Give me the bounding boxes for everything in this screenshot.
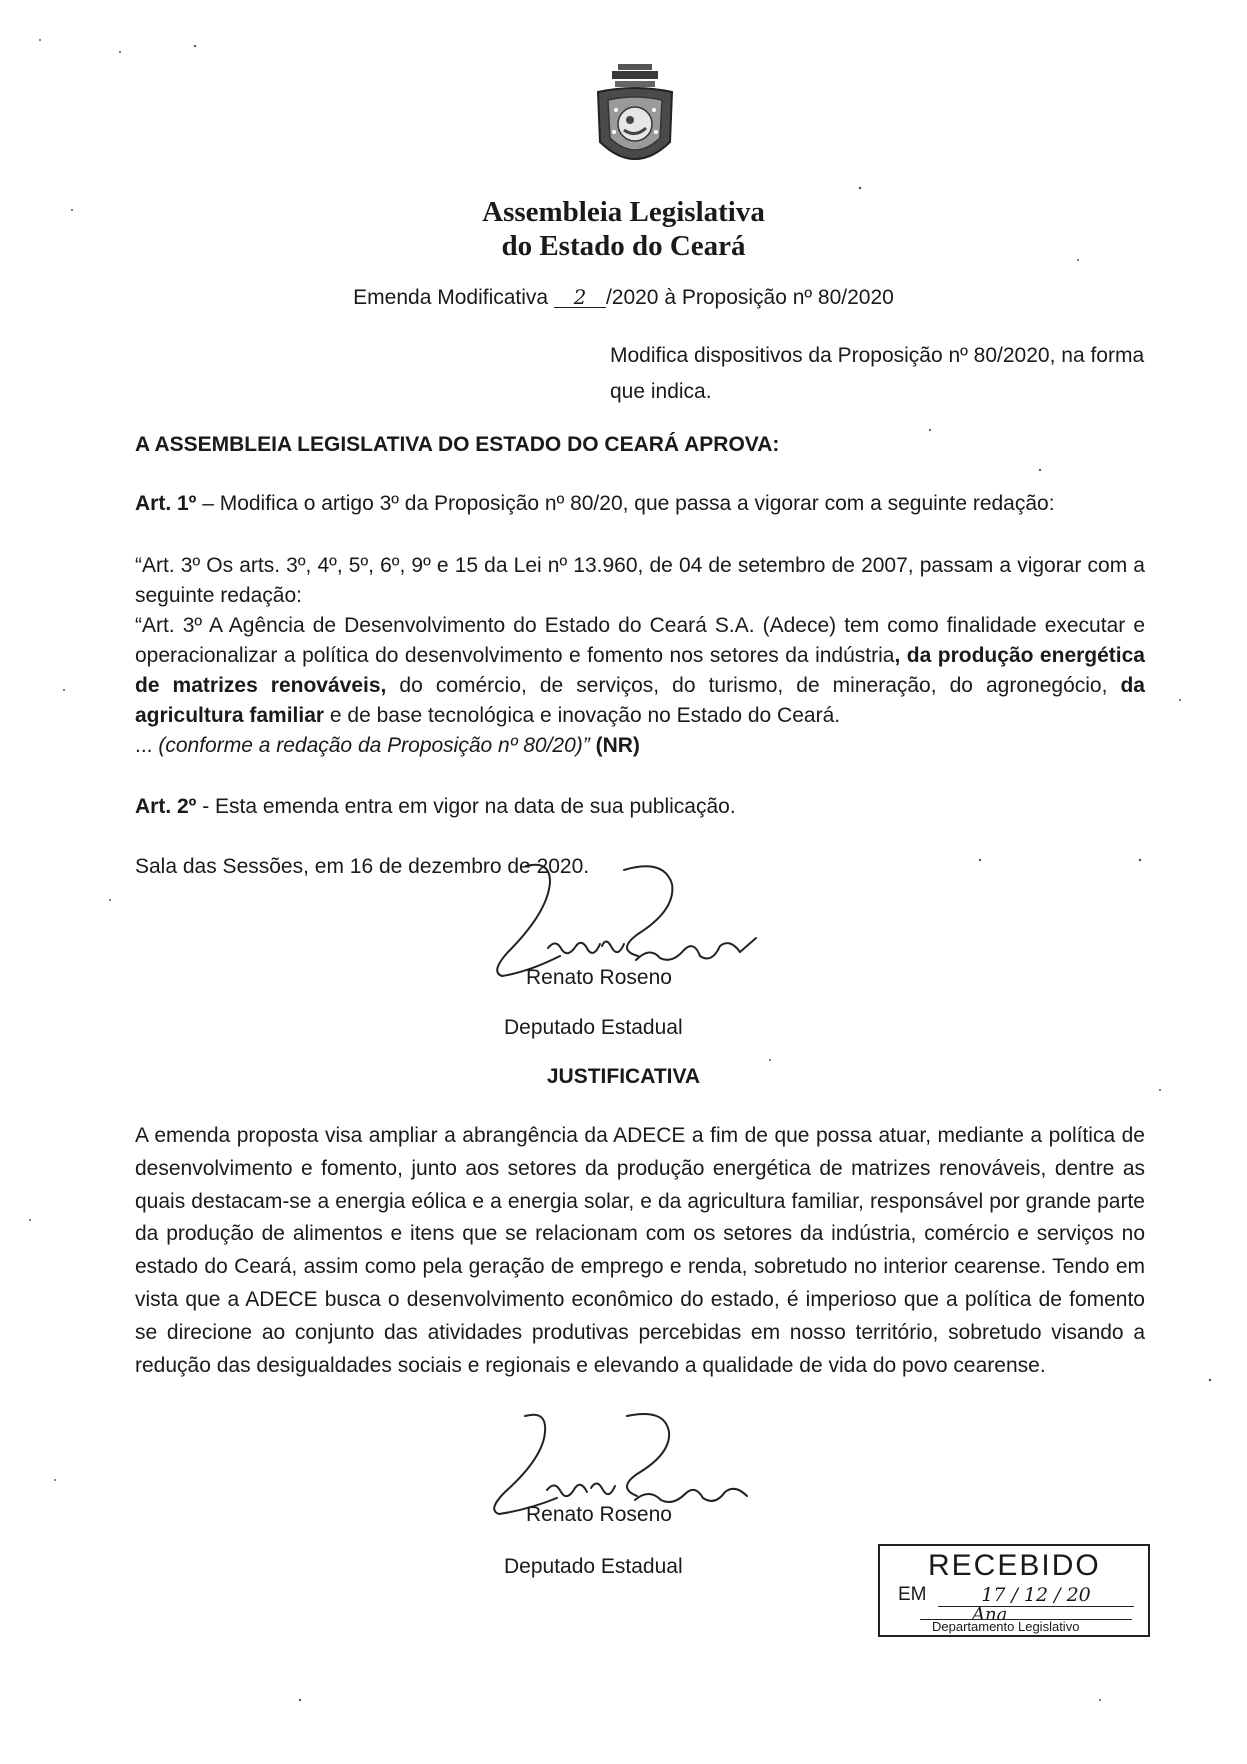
quote-art3-part-c: do comércio, de serviços, do turismo, de mineração, do agronegócio, xyxy=(386,674,1121,697)
quote-art3-part-a: “Art. 3º A Agência de Desenvolvimento do Estado do Ceará S.A. (Adece) tem como finalidade executar e operacionalizar a política do desenvolvimento e fomento nos setores da indústria xyxy=(135,614,1145,667)
signatory-name-2: Renato Roseno xyxy=(526,1503,672,1526)
received-stamp xyxy=(878,1544,1150,1637)
signatory-name-1: Renato Roseno xyxy=(526,966,672,989)
quote-art3-part-e: e de base tecnológica e inovação no Estado do Ceará. xyxy=(324,704,841,727)
article-2 xyxy=(135,795,1145,819)
stamp-date-handwritten: 17 / 12 / 20 xyxy=(938,1584,1134,1607)
emenda-prefix: Emenda Modificativa xyxy=(353,286,554,309)
quote-art3-bold-agriculture: da agricultura familiar xyxy=(135,674,1145,727)
quote-conforme xyxy=(135,731,1145,761)
institution-name-line1: Assembleia Legislativa xyxy=(482,196,765,228)
justificativa-heading: JUSTIFICATIVA xyxy=(546,1065,701,1088)
state-coat-of-arms-emblem xyxy=(590,62,680,180)
signatory-role-2: Deputado Estadual xyxy=(504,1555,683,1578)
quote-intro: “Art. 3º Os arts. 3º, 4º, 5º, 6º, 9º e 15 da Lei nº 13.960, de 04 de setembro de 2007, passam a vigorar com a seguinte redação: xyxy=(135,554,1145,607)
emenda-title xyxy=(0,286,1247,310)
quote-nr-marker: (NR) xyxy=(589,734,640,757)
justificativa-text: A emenda proposta visa ampliar a abrangência da ADECE a fim de que possa atuar, mediante a política de desenvolvimento e fomento, junto aos setores da produção energética de matrizes renováveis, dentre as quais destacam-se a energia eólica e a energia solar, e da agricultura familiar, responsável por grande parte da produção de alimentos e itens que se relacionam com os setores da indústria, comércio e serviços no estado do Ceará, assim como pela geração de emprego e renda, sobretudo no interior cearense. Tendo em vista que a ADECE busca o desenvolvimento econômico do estado, é imperioso que a política de fomento se direcione ao conjunto das atividades produtivas percebidas em nosso território, sobretudo visando a redução das desigualdades sociais e regionais e elevando a qualidade de vida do povo cearense. xyxy=(135,1124,1145,1377)
article-1-text: – Modifica o artigo 3º da Proposição nº 80/20, que passa a vigorar com a seguinte redação: xyxy=(196,492,1055,515)
article-1-label: Art. 1º xyxy=(135,492,197,515)
article-1 xyxy=(135,492,1145,516)
quote-art3-bold-renewables: , da produção energética de matrizes renováveis, xyxy=(135,644,1145,697)
stamp-em-label: EM xyxy=(898,1584,927,1605)
emenda-suffix: /2020 à Proposição nº 80/2020 xyxy=(605,286,894,309)
stamp-title: RECEBIDO xyxy=(928,1549,1101,1582)
quote-ellipsis: ... xyxy=(135,734,159,757)
article-2-text: - Esta emenda entra em vigor na data de sua publicação. xyxy=(196,795,736,818)
article-2-label: Art. 2º xyxy=(135,795,197,818)
ementa-text: Modifica dispositivos da Proposição nº 80/2020, na forma que indica. xyxy=(610,344,1145,403)
emenda-number-handwritten: 2 xyxy=(554,287,606,308)
session-date-line: Sala das Sessões, em 16 de dezembro de 2020. xyxy=(135,855,590,878)
stamp-initials-handwritten: Ana xyxy=(972,1604,1008,1625)
quote-art3 xyxy=(135,611,1145,731)
quote-conforme-italic: (conforme a redação da Proposição nº 80/20)” xyxy=(158,734,590,757)
signatory-role-1: Deputado Estadual xyxy=(504,1016,683,1039)
institution-name-line2: do Estado do Ceará xyxy=(501,230,746,262)
stamp-department: Departamento Legislativo xyxy=(932,1619,1080,1634)
approval-clause: A ASSEMBLEIA LEGISLATIVA DO ESTADO DO CEARÁ APROVA: xyxy=(135,433,780,456)
quoted-redaction xyxy=(135,551,1145,761)
